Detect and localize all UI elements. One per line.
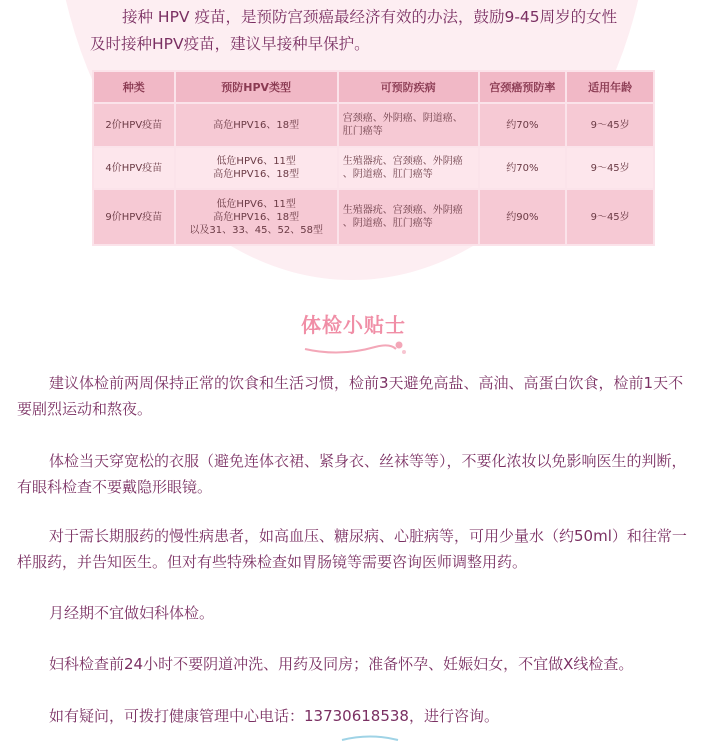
bottom-divider-decoration xyxy=(340,734,400,742)
table-row xyxy=(94,148,653,188)
cell-kind: 4价HPV疫苗 xyxy=(94,148,174,188)
section-title: 体检小贴士 xyxy=(301,313,406,337)
intro-line-1: 接种 HPV 疫苗，是预防宫颈癌最经济有效的办法，鼓励9-45周岁的女性 xyxy=(122,8,618,26)
cell-rate: 约70% xyxy=(480,104,566,146)
tip-paragraph: 体检当天穿宽松的衣服（避免连体衣裙、紧身衣、丝袜等等），不要化浓妆以免影响医生的判断，有眼科检查不要戴隐形眼镜。 xyxy=(17,452,687,496)
hpv-vaccine-table xyxy=(92,70,655,246)
intro-line-2: 及时接种HPV疫苗，建议早接种早保护。 xyxy=(90,35,370,53)
tip-paragraph: 月经期不宜做妇科体检。 xyxy=(49,604,215,622)
cell-age: 9～45岁 xyxy=(567,148,653,188)
tip-paragraph: 对于需长期服药的慢性病患者，如高血压、糖尿病、心脏病等，可用少量水（约50ml）和往常一样服药，并告知医生。但对有些特殊检查如胃肠镜等需要咨询医师调整用药。 xyxy=(17,527,687,571)
intro-paragraph xyxy=(90,4,650,58)
header-kind: 种类 xyxy=(94,72,174,102)
cell-age: 9～45岁 xyxy=(567,104,653,146)
header-diseases: 可预防疾病 xyxy=(339,72,478,102)
title-swirl-decoration xyxy=(300,337,420,359)
header-rate: 宫颈癌预防率 xyxy=(480,72,566,102)
header-types: 预防HPV类型 xyxy=(176,72,337,102)
table-row xyxy=(94,104,653,146)
cell-types: 低危HPV6、11型 高危HPV16、18型 xyxy=(176,148,337,188)
tip-paragraph: 如有疑问，可拨打健康管理中心电话：13730618538，进行咨询。 xyxy=(49,707,499,725)
table-row xyxy=(94,190,653,244)
header-age: 适用年龄 xyxy=(567,72,653,102)
cell-diseases: 生殖器疣、宫颈癌、外阴癌 、阴道癌、肛门癌等 xyxy=(339,148,478,188)
cell-rate: 约70% xyxy=(480,148,566,188)
cell-kind: 2价HPV疫苗 xyxy=(94,104,174,146)
cell-diseases: 宫颈癌、外阴癌、阴道癌、 肛门癌等 xyxy=(339,104,478,146)
cell-types: 高危HPV16、18型 xyxy=(176,104,337,146)
cell-diseases: 生殖器疣、宫颈癌、外阴癌 、阴道癌、肛门癌等 xyxy=(339,190,478,244)
cell-types: 低危HPV6、11型 高危HPV16、18型 以及31、33、45、52、58型 xyxy=(176,190,337,244)
tip-paragraph: 建议体检前两周保持正常的饮食和生活习惯，检前3天避免高盐、高油、高蛋白饮食，检前1天不要剧烈运动和熬夜。 xyxy=(17,374,684,418)
cell-age: 9～45岁 xyxy=(567,190,653,244)
tip-paragraph: 妇科检查前24小时不要阴道冲洗、用药及同房；准备怀孕、妊娠妇女，不宜做X线检查。 xyxy=(49,655,634,673)
cell-rate: 约90% xyxy=(480,190,566,244)
cell-kind: 9价HPV疫苗 xyxy=(94,190,174,244)
